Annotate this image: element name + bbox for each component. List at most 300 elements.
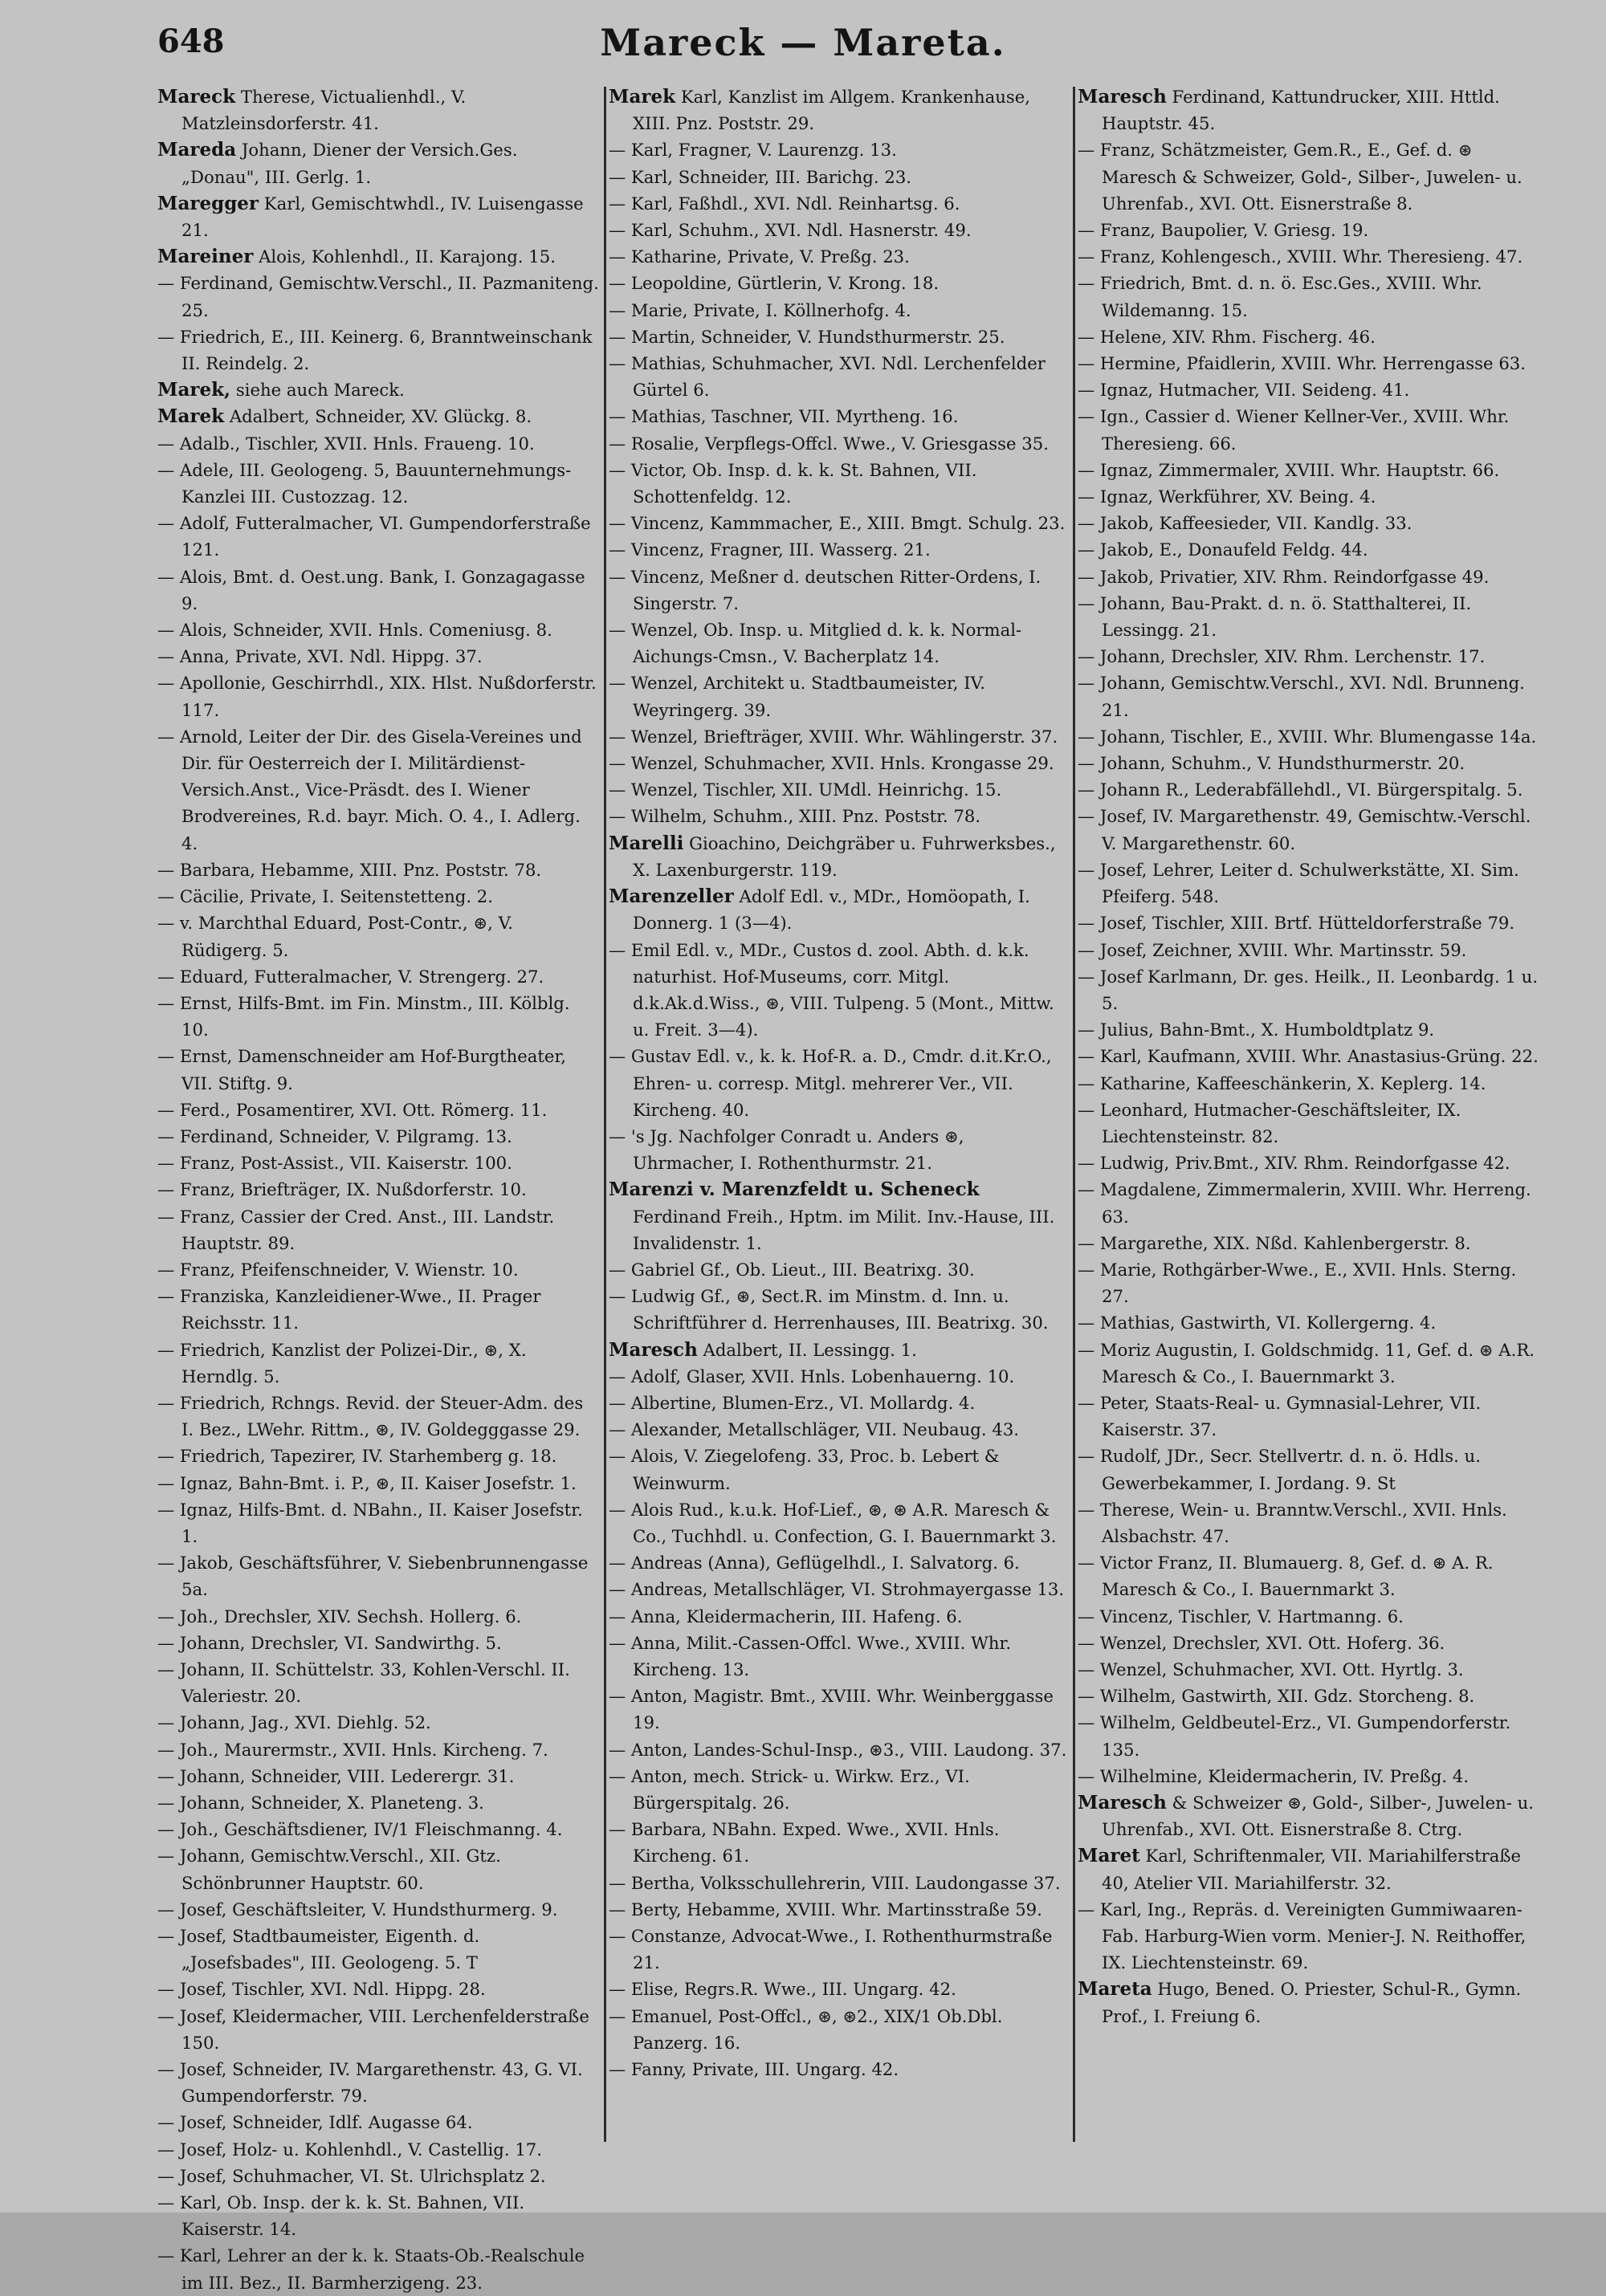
entry-text: — Gustav Edl. v., k. k. Hof-R. a. D., Cmdr. d.it.Kr.O., Ehren- u. corresp. Mitgl. mehrerer Ver., VII. Kircheng. 40.: [609, 1046, 1052, 1120]
directory-entry: [1078, 457, 1547, 483]
entry-text: — Friedrich, Tapezirer, IV. Starhemberg g. 18.: [157, 1446, 557, 1467]
entry-surname: Mareiner: [157, 246, 254, 268]
directory-entry: [1078, 1097, 1547, 1150]
column-divider-2: [1073, 87, 1075, 2142]
directory-entry: [157, 2189, 601, 2242]
entry-text: — Wenzel, Architekt u. Stadtbaumeister, IV. Weyringerg. 39.: [609, 673, 985, 720]
entry-text: — Joh., Geschäftsdiener, IV/1 Fleischmanng. 4.: [157, 1819, 563, 1840]
directory-entry: [1078, 1976, 1547, 2029]
entry-text: — Johann, Schneider, VIII. Lederergr. 31.: [157, 1765, 515, 1786]
directory-entry: [609, 1416, 1071, 1443]
entry-text: — Wenzel, Drechsler, XVI. Ott. Hoferg. 36.: [1078, 1632, 1445, 1653]
entry-text: — Moriz Augustin, I. Goldschmidg. 11, Gef. d. ⊛ A.R. Maresch & Co., I. Bauernmarkt 3.: [1078, 1339, 1535, 1386]
entry-text: — Apollonie, Geschirrhdl., XIX. Hlst. Nußdorferstr. 117.: [157, 673, 597, 720]
entry-text: — Friedrich, Rchngs. Revid. der Steuer-Adm. des I. Bez., LWehr. Rittm., ⊛, IV. Goldegggasse 29.: [157, 1392, 584, 1440]
entry-text: — Jakob, E., Donaufeld Feldg. 44.: [1078, 539, 1368, 560]
entry-surname: Marenzi v. Marenzfeldt u. Scheneck: [609, 1179, 980, 1201]
entry-text: — Johann R., Lederabfällehdl., VI. Bürgerspitalg. 5.: [1078, 780, 1523, 800]
entry-surname: Marek,: [157, 379, 231, 401]
entry-text: — Adele, III. Geologeng. 5, Bauunternehmungs-Kanzlei III. Custozzag. 12.: [157, 459, 572, 507]
directory-entry: [1078, 670, 1547, 723]
directory-entry: [1078, 963, 1547, 1016]
entry-surname: Maresch: [1078, 1792, 1167, 1814]
entry-text: — Vincenz, Meßner d. deutschen Ritter-Ordens, I. Singerstr. 7.: [609, 566, 1041, 613]
directory-entry: [157, 1549, 601, 1602]
directory-entry: [609, 670, 1071, 723]
entry-surname: Maresch: [1078, 86, 1167, 108]
directory-entry: [157, 2003, 601, 2056]
directory-entry: [609, 324, 1071, 350]
entry-text: — Wilhelm, Gastwirth, XII. Gdz. Storcheng. 8.: [1078, 1686, 1475, 1707]
entry-text: — Josef, Holz- u. Kohlenhdl., V. Castellig. 17.: [157, 2139, 543, 2160]
page-number: 648: [157, 22, 225, 60]
entry-text: — Gabriel Gf., Ob. Lieut., III. Beatrixg. 30.: [609, 1259, 975, 1280]
directory-entry: [1078, 750, 1547, 776]
entry-text: — Emil Edl. v., MDr., Custos d. zool. Abth. d. k.k. naturhist. Hof-Museums, corr. Mitgl. d.k.Ak.d.Wiss., ⊛, VIII. Tulpeng. 5 (Mont., Mittw. u. Freit. 3—4).: [609, 939, 1054, 1040]
directory-entry: [1078, 1763, 1547, 1789]
entry-text: — Ferdinand, Gemischtw.Verschl., II. Pazmaniteng. 25.: [157, 273, 599, 320]
entry-text: — Johann, Tischler, E., XVIII. Whr. Blumengasse 14a.: [1078, 726, 1537, 747]
entry-text: — Josef, Lehrer, Leiter d. Schulwerkstätte, XI. Sim. Pfeiferg. 548.: [1078, 859, 1519, 907]
directory-entry: [1078, 83, 1547, 136]
entry-text: — Vincenz, Tischler, V. Hartmanng. 6.: [1078, 1606, 1404, 1626]
directory-entry: [157, 1043, 601, 1096]
entry-text: — Josef, IV. Margarethenstr. 49, Gemischtw.-Verschl. V. Margarethenstr. 60.: [1078, 806, 1531, 853]
entry-text: Alois, Kohlenhdl., II. Karajong. 15.: [259, 246, 556, 267]
directory-entry: [609, 2056, 1071, 2082]
entry-text: — Josef, Schneider, Idlf. Augasse 64.: [157, 2112, 473, 2133]
entry-text: — Anton, mech. Strick- u. Wirkw. Erz., VI. Bürgerspitalg. 26.: [609, 1765, 970, 1813]
directory-entry: [609, 1736, 1071, 1763]
entry-text: Adolf Edl. v., MDr., Homöopath, I. Donnerg. 1 (3—4).: [633, 886, 1030, 934]
entry-surname: Marek: [157, 405, 225, 428]
directory-entry: [609, 457, 1071, 510]
entry-text: — Ignaz, Werkführer, XV. Being. 4.: [1078, 486, 1376, 507]
directory-entry: [1078, 937, 1547, 963]
directory-entry: [609, 617, 1071, 670]
entry-text: — Wenzel, Tischler, XII. UMdl. Heinrichg. 15.: [609, 780, 1002, 800]
directory-entry: [157, 2242, 601, 2295]
entry-text: — Arnold, Leiter der Dir. des Gisela-Vereines und Dir. für Oesterreich der I. Militärdienst-Versich.Anst., Vice-Präsdt. des I. Wiener Brodvereines, R.d. bayr. Mich. O. 4., I. Adlerg. 4.: [157, 726, 582, 853]
directory-entry: [1078, 1683, 1547, 1709]
entry-surname: Mareda: [157, 139, 237, 161]
directory-entry: [157, 430, 601, 457]
directory-entry: [1078, 1043, 1547, 1069]
entry-text: — Marie, Private, I. Köllnerhofg. 4.: [609, 299, 911, 320]
directory-entry: [609, 2003, 1071, 2056]
entry-text: — Mathias, Schuhmacher, XVI. Ndl. Lerchenfelder Gürtel 6.: [609, 353, 1046, 401]
directory-entry: [157, 1709, 601, 1736]
entry-surname: Maregger: [157, 192, 259, 214]
page-header: [0, 0, 1606, 83]
directory-entry: [157, 1256, 601, 1283]
entry-text: — Victor Franz, II. Blumauerg. 8, Gef. d. ⊛ A. R. Maresch & Co., I. Bauernmarkt 3.: [1078, 1553, 1494, 1600]
directory-entry: [1078, 1176, 1547, 1229]
entry-text: — Leopoldine, Gürtlerin, V. Krong. 18.: [609, 273, 940, 294]
directory-entry: [609, 1496, 1071, 1549]
entry-text: — Ernst, Damenschneider am Hof-Burgtheater, VII. Stiftg. 9.: [157, 1046, 566, 1093]
directory-entry: [609, 164, 1071, 190]
entry-text: — Johann, Jag., XVI. Diehlg. 52.: [157, 1712, 431, 1733]
directory-entry: [1078, 1309, 1547, 1336]
entry-text: — Karl, Schneider, III. Barichg. 23.: [609, 166, 912, 187]
entry-surname: Mareck: [157, 86, 236, 108]
entry-text: — Joh., Drechsler, XIV. Sechsh. Hollerg. 6.: [157, 1606, 522, 1626]
directory-entry: [1078, 1656, 1547, 1683]
entry-surname: Marek: [609, 86, 676, 108]
directory-entry: [157, 1283, 601, 1336]
running-title: Mareck — Mareta.: [600, 21, 1006, 64]
directory-entry: [157, 1789, 601, 1816]
directory-entry: [1078, 136, 1547, 217]
directory-entry: [609, 883, 1071, 936]
directory-entry: [157, 324, 601, 377]
entry-text: — Johann, II. Schüttelstr. 33, Kohlen-Verschl. II. Valeriestr. 20.: [157, 1659, 570, 1707]
entry-text: — Cäcilie, Private, I. Seitenstetteng. 2.: [157, 886, 494, 907]
directory-entry: [157, 963, 601, 990]
directory-entry: [1078, 1603, 1547, 1630]
entry-text: — Jakob, Geschäftsführer, V. Siebenbrunnengasse 5a.: [157, 1553, 589, 1600]
directory-entry: [157, 1390, 601, 1443]
entry-text: — Franz, Baupolier, V. Griesg. 19.: [1078, 220, 1369, 241]
directory-entry: [1078, 1630, 1547, 1656]
directory-entry: [157, 270, 601, 323]
directory-entry: [157, 1470, 601, 1496]
directory-entry: [1078, 776, 1547, 803]
directory-entry: [1078, 1549, 1547, 1602]
entry-text: — Therese, Wein- u. Branntw.Verschl., XVII. Hnls. Alsbachstr. 47.: [1078, 1499, 1507, 1546]
directory-entry: [1078, 243, 1547, 270]
directory-entry: [609, 1043, 1071, 1123]
directory-entry: [1078, 803, 1547, 856]
entry-text: — Barbara, NBahn. Exped. Wwe., XVII. Hnls. Kircheng. 61.: [609, 1819, 1000, 1867]
directory-entry: [1078, 564, 1547, 590]
directory-entry: [157, 2056, 601, 2109]
entry-text: — Ludwig, Priv.Bmt., XIV. Rhm. Reindorfgasse 42.: [1078, 1153, 1510, 1174]
directory-entry: [609, 1337, 1071, 1363]
entry-text: — Johann, Drechsler, VI. Sandwirthg. 5.: [157, 1632, 502, 1653]
entry-surname: Maresch: [609, 1338, 698, 1361]
directory-entry: [609, 403, 1071, 429]
entry-text: — Andreas, Metallschläger, VI. Strohmayergasse 13.: [609, 1579, 1065, 1600]
entry-text: — Josef, Stadtbaumeister, Eigenth. d. „Josefsbades", III. Geologeng. 5. T: [157, 1926, 480, 1973]
entry-text: — Johann, Drechsler, XIV. Rhm. Lerchenstr. 17.: [1078, 646, 1486, 667]
entry-text: — Martin, Schneider, V. Hundsthurmerstr. 25.: [609, 326, 1005, 347]
directory-entry: [1078, 1070, 1547, 1097]
entry-text: — Franz, Post-Assist., VII. Kaiserstr. 100.: [157, 1153, 512, 1174]
directory-entry: [609, 297, 1071, 324]
directory-entry: [157, 1630, 601, 1656]
directory-entry: [609, 1123, 1071, 1176]
directory-entry: [609, 190, 1071, 217]
entry-text: — Franz, Kohlengesch., XVIII. Whr. Theresieng. 47.: [1078, 246, 1523, 267]
entry-text: Ferdinand Freih., Hptm. im Milit. Inv.-Hause, III. Invalidenstr. 1.: [633, 1206, 1055, 1253]
directory-entry: [1078, 590, 1547, 643]
entry-text: — Ign., Cassier d. Wiener Kellner-Ver., XVIII. Whr. Theresieng. 66.: [1078, 406, 1510, 454]
entry-text: — Alois, Bmt. d. Oest.ung. Bank, I. Gonzagagasse 9.: [157, 566, 585, 613]
entry-text: — Anna, Milit.-Cassen-Offcl. Wwe., XVIII. Whr. Kircheng. 13.: [609, 1632, 1012, 1679]
directory-entry: [157, 2109, 601, 2135]
entry-text: — Ignaz, Bahn-Bmt. i. P., ⊛, II. Kaiser Josefstr. 1.: [157, 1472, 577, 1493]
entry-text: — Katharine, Private, V. Preßg. 23.: [609, 246, 910, 267]
directory-entry: [157, 1842, 601, 1895]
entry-text: — Karl, Schuhm., XVI. Ndl. Hasnerstr. 49.: [609, 220, 972, 241]
entry-text: — Adalb., Tischler, XVII. Hnls. Fraueng. 10.: [157, 433, 535, 454]
directory-entry: [157, 857, 601, 883]
directory-entry: [609, 1390, 1071, 1416]
entry-text: — Ignaz, Hutmacher, VII. Seideng. 41.: [1078, 380, 1410, 401]
directory-entry: [157, 457, 601, 510]
directory-entry: [157, 243, 601, 270]
directory-entry: [157, 1443, 601, 1469]
directory-entry: [1078, 377, 1547, 403]
entry-text: — Johann, Bau-Prakt. d. n. ö. Statthalterei, II. Lessingg. 21.: [1078, 592, 1472, 641]
directory-entry: [157, 2163, 601, 2189]
entry-text: — Victor, Ob. Insp. d. k. k. St. Bahnen, VII. Schottenfeldg. 12.: [609, 459, 977, 507]
entry-text: — Johann, Schneider, X. Planeteng. 3.: [157, 1793, 484, 1813]
directory-entry: [157, 1736, 601, 1763]
directory-entry: [1078, 483, 1547, 510]
directory-entry: [157, 1337, 601, 1390]
entry-text: — Marie, Rothgärber-Wwe., E., XVII. Hnls. Sterng. 27.: [1078, 1259, 1517, 1307]
directory-entry: [1078, 910, 1547, 936]
directory-entry: [157, 1923, 601, 1976]
entry-text: Ferdinand, Kattundrucker, XIII. Httld. Hauptstr. 45.: [1102, 87, 1500, 134]
directory-entry: [609, 1923, 1071, 1976]
directory-entry: [609, 1683, 1071, 1736]
directory-entry: [609, 243, 1071, 270]
entry-text: — Anton, Landes-Schul-Insp., ⊛3., VIII. Laudong. 37.: [609, 1739, 1067, 1760]
entry-text: — Wilhelmine, Kleidermacherin, IV. Preßg. 4.: [1078, 1765, 1469, 1786]
entry-text: — Wenzel, Schuhmacher, XVII. Hnls. Krongasse 29.: [609, 753, 1054, 774]
entry-text: — Mathias, Taschner, VII. Myrtheng. 16.: [609, 406, 959, 427]
entry-text: — Johann, Gemischtw.Verschl., XII. Gtz. Schönbrunner Hauptstr. 60.: [157, 1846, 501, 1893]
entry-text: — Helene, XIV. Rhm. Fischerg. 46.: [1078, 326, 1376, 347]
entry-text: — Johann, Schuhm., V. Hundsthurmerstr. 20.: [1078, 753, 1465, 774]
entry-text: — Berty, Hebamme, XVIII. Whr. Martinsstraße 59.: [609, 1899, 1042, 1919]
entry-text: Hugo, Bened. O. Priester, Schul-R., Gymn. Prof., I. Freiung 6.: [1102, 1979, 1522, 2026]
directory-entry: [157, 190, 601, 243]
directory-entry: [609, 776, 1071, 803]
directory-entry: [157, 403, 601, 429]
directory-entry: [609, 803, 1071, 829]
directory-entry: [157, 136, 601, 189]
directory-entry: [609, 217, 1071, 243]
directory-entry: [609, 270, 1071, 296]
entry-text: — Josef, Tischler, XIII. Brtf. Hütteldorferstraße 79.: [1078, 913, 1515, 934]
entry-text: — Elise, Regrs.R. Wwe., III. Ungarg. 42.: [609, 1979, 956, 2000]
entry-text: — Friedrich, Bmt. d. n. ö. Esc.Ges., XVIII. Whr. Wildemanng. 15.: [1078, 273, 1482, 320]
entry-text: — Franz, Pfeifenschneider, V. Wienstr. 10.: [157, 1259, 519, 1280]
directory-entry: [157, 1763, 601, 1789]
entry-text: — Anna, Kleidermacherin, III. Hafeng. 6.: [609, 1606, 963, 1626]
entry-text: — Andreas (Anna), Geflügelhdl., I. Salvatorg. 6.: [609, 1553, 1020, 1573]
entry-text: — Josef, Kleidermacher, VIII. Lerchenfelderstraße 150.: [157, 2005, 589, 2053]
directory-entry: [1078, 1390, 1547, 1443]
entry-text: — Rosalie, Verpflegs-Offcl. Wwe., V. Griesgasse 35.: [609, 433, 1049, 454]
entry-text: — Anna, Private, XVI. Ndl. Hippg. 37.: [157, 646, 483, 667]
entry-text: Johann, Diener der Versich.Ges. „Donau", III. Gerlg. 1.: [181, 140, 518, 187]
directory-entry: [1078, 1709, 1547, 1762]
directory-entry: [157, 1150, 601, 1176]
directory-entry: [1078, 643, 1547, 670]
directory-entry: [157, 1203, 601, 1256]
directory-entry: [609, 1896, 1071, 1923]
entry-text: — Josef, Zeichner, XVIII. Whr. Martinsstr. 59.: [1078, 939, 1467, 960]
column-2: [609, 83, 1071, 2139]
entry-text: — Jakob, Kaffeesieder, VII. Kandlg. 33.: [1078, 513, 1412, 534]
directory-entry: [609, 1256, 1071, 1283]
directory-entry: [1078, 403, 1547, 456]
directory-entry: [157, 564, 601, 617]
entry-text: — Ferd., Posamentirer, XVI. Ott. Römerg. 11.: [157, 1099, 548, 1120]
directory-entry: [1078, 1842, 1547, 1895]
directory-entry: [609, 750, 1071, 776]
entry-text: — Mathias, Gastwirth, VI. Kollergerng. 4.: [1078, 1313, 1437, 1333]
directory-entry: [157, 2136, 601, 2163]
directory-entry: [609, 430, 1071, 457]
entry-text: — Alexander, Metallschläger, VII. Neubaug. 43.: [609, 1419, 1020, 1440]
entry-text: — Wenzel, Ob. Insp. u. Mitglied d. k. k. Normal-Aichungs-Cmsn., V. Bacherplatz 14.: [609, 620, 1022, 667]
directory-entry: [609, 536, 1071, 563]
entry-text: — Peter, Staats-Real- u. Gymnasial-Lehrer, VII. Kaiserstr. 37.: [1078, 1392, 1482, 1440]
directory-entry: [157, 1603, 601, 1630]
directory-entry: [157, 617, 601, 643]
entry-text: — Wenzel, Briefträger, XVIII. Whr. Wählingerstr. 37.: [609, 726, 1058, 747]
directory-entry: [1078, 723, 1547, 750]
entry-text: — Adolf, Glaser, XVII. Hnls. Lobenhauerng. 10.: [609, 1366, 1015, 1386]
directory-entry: [157, 1176, 601, 1203]
entry-text: — Vincenz, Kammmacher, E., XIII. Bmgt. Schulg. 23.: [609, 513, 1066, 534]
entry-text: — Fanny, Private, III. Ungarg. 42.: [609, 2059, 899, 2080]
directory-entry: [609, 1630, 1071, 1683]
entry-text: Therese, Victualienhdl., V. Matzleinsdorferstr. 41.: [181, 87, 467, 134]
directory-entry: [1078, 270, 1547, 323]
entry-text: — Constanze, Advocat-Wwe., I. Rothenthurmstraße 21.: [609, 1926, 1053, 1973]
directory-entry: [1078, 510, 1547, 536]
directory-entry: [609, 937, 1071, 1044]
entry-text: — Barbara, Hebamme, XIII. Pnz. Poststr. 78.: [157, 859, 542, 880]
entry-text: — Karl, Kaufmann, XVIII. Whr. Anastasius-Grüng. 22.: [1078, 1046, 1539, 1067]
directory-entry: [1078, 1496, 1547, 1549]
entry-text: — Josef, Geschäftsleiter, V. Hundsthurmerg. 9.: [157, 1899, 558, 1919]
entry-text: — Ernst, Hilfs-Bmt. im Fin. Minstm., III. Kölblg. 10.: [157, 992, 570, 1040]
directory-entry: [609, 136, 1071, 163]
entry-text: Karl, Gemischtwhdl., IV. Luisengasse 21.: [181, 193, 584, 241]
directory-entry: [1078, 1789, 1547, 1842]
entry-text: — Rudolf, JDr., Secr. Stellvertr. d. n. ö. Hdls. u. Gewerbekammer, I. Jordang. 9. St: [1078, 1446, 1481, 1493]
directory-entry: [157, 510, 601, 563]
entry-text: — Alois, V. Ziegelofeng. 33, Proc. b. Lebert & Weinwurm.: [609, 1446, 1000, 1493]
directory-entry: [1078, 1230, 1547, 1256]
directory-entry: [157, 670, 601, 723]
entry-text: — Bertha, Volksschullehrerin, VIII. Laudongasse 37.: [609, 1872, 1061, 1893]
directory-entry: [1078, 217, 1547, 243]
entry-text: — Johann, Gemischtw.Verschl., XVI. Ndl. Brunneng. 21.: [1078, 673, 1525, 720]
entry-text: — Vincenz, Fragner, III. Wasserg. 21.: [609, 539, 931, 560]
column-1: [157, 83, 601, 2293]
directory-entry: [609, 83, 1071, 136]
directory-entry: [609, 1763, 1071, 1816]
directory-entry: [1078, 1443, 1547, 1496]
entry-text: — Hermine, Pfaidlerin, XVIII. Whr. Herrengasse 63.: [1078, 353, 1527, 374]
entry-text: — Karl, Ob. Insp. der k. k. St. Bahnen, VII. Kaiserstr. 14.: [157, 2192, 525, 2240]
directory-entry: [157, 1816, 601, 1842]
directory-entry: [157, 1976, 601, 2002]
entry-text: — Albertine, Blumen-Erz., VI. Mollardg. 4.: [609, 1392, 976, 1413]
directory-entry: [609, 564, 1071, 617]
directory-entry: [1078, 536, 1547, 563]
entry-text: — Ludwig Gf., ⊛, Sect.R. im Minstm. d. Inn. u. Schriftführer d. Herrenhauses, III. Beatrixg. 30.: [609, 1286, 1049, 1333]
directory-entry: [157, 723, 601, 857]
entry-text: — Wenzel, Schuhmacher, XVI. Ott. Hyrtlg. 3.: [1078, 1659, 1464, 1679]
entry-text: — Eduard, Futteralmacher, V. Strengerg. 27.: [157, 966, 544, 987]
directory-entry: [609, 723, 1071, 750]
entry-text: — Franziska, Kanzleidiener-Wwe., II. Prager Reichsstr. 11.: [157, 1286, 541, 1333]
entry-text: — Ignaz, Zimmermaler, XVIII. Whr. Hauptstr. 66.: [1078, 459, 1500, 480]
entry-text: — Wilhelm, Geldbeutel-Erz., VI. Gumpendorferstr. 135.: [1078, 1712, 1511, 1760]
entry-text: — Friedrich, E., III. Keinerg. 6, Branntweinschank II. Reindelg. 2.: [157, 326, 593, 374]
entry-text: Karl, Schriftenmaler, VII. Mariahilferstraße 40, Atelier VII. Mariahilferstr. 32.: [1102, 1846, 1522, 1893]
entry-text: — Magdalene, Zimmermalerin, XVIII. Whr. Herreng. 63.: [1078, 1179, 1531, 1227]
entry-text: — Josef Karlmann, Dr. ges. Heilk., II. Leonbardg. 1 u. 5.: [1078, 966, 1539, 1013]
entry-text: — Margarethe, XIX. Nßd. Kahlenbergerstr. 8.: [1078, 1232, 1471, 1253]
directory-entry: [609, 510, 1071, 536]
directory-entry: [609, 830, 1071, 883]
entry-text: — Friedrich, Kanzlist der Polizei-Dir., ⊛, X. Herndlg. 5.: [157, 1339, 527, 1386]
column-divider-1: [604, 87, 606, 2142]
directory-entry: [1078, 857, 1547, 910]
entry-text: Karl, Kanzlist im Allgem. Krankenhause, XIII. Pnz. Poststr. 29.: [633, 87, 1031, 134]
entry-text: — Josef, Tischler, XVI. Ndl. Hippg. 28.: [157, 1979, 486, 2000]
directory-entry: [609, 1549, 1071, 1576]
directory-entry: [1078, 1896, 1547, 1976]
directory-entry: [157, 83, 601, 136]
entry-text: — Jakob, Privatier, XIV. Rhm. Reindorfgasse 49.: [1078, 566, 1490, 587]
entry-surname: Maret: [1078, 1845, 1140, 1867]
entry-text: — Franz, Schätzmeister, Gem.R., E., Gef. d. ⊛ Maresch & Schweizer, Gold-, Silber-, Juwelen- u. Uhrenfab., XVI. Ott. Eisnerstraße 8.: [1078, 140, 1522, 214]
entry-text: — Alois, Schneider, XVII. Hnls. Comeniusg. 8.: [157, 620, 552, 641]
entry-text: — Josef, Schuhmacher, VI. St. Ulrichsplatz 2.: [157, 2165, 546, 2186]
directory-entry: [157, 1656, 601, 1709]
entry-text: — Franz, Cassier der Cred. Anst., III. Landstr. Hauptstr. 89.: [157, 1206, 555, 1253]
entry-text: — Emanuel, Post-Offcl., ⊛, ⊛2., XIX/1 Ob.Dbl. Panzerg. 16.: [609, 2005, 1003, 2053]
entry-surname: Mareta: [1078, 1978, 1152, 2001]
entry-text: — Joh., Maurermstr., XVII. Hnls. Kircheng. 7.: [157, 1739, 548, 1760]
directory-entry: [157, 1496, 601, 1549]
directory-entry: [609, 1176, 1071, 1256]
entry-text: Adalbert, II. Lessingg. 1.: [703, 1339, 917, 1360]
entry-text: — Leonhard, Hutmacher-Geschäftsleiter, IX. Liechtensteinstr. 82.: [1078, 1099, 1461, 1146]
entry-surname: Marenzeller: [609, 885, 734, 908]
entry-text: — Adolf, Futteralmacher, VI. Gumpendorferstraße 121.: [157, 513, 591, 560]
directory-entry: [157, 883, 601, 910]
entry-text: — Anton, Magistr. Bmt., XVIII. Whr. Weinberggasse 19.: [609, 1686, 1054, 1733]
column-3: [1078, 83, 1547, 2139]
directory-entry: [609, 1603, 1071, 1630]
directory-entry: [157, 643, 601, 670]
entry-text: — Julius, Bahn-Bmt., X. Humboldtplatz 9.: [1078, 1020, 1435, 1040]
directory-entry: [157, 1123, 601, 1150]
entry-text: — Franz, Briefträger, IX. Nußdorferstr. 10.: [157, 1179, 527, 1200]
directory-entry: [1078, 1016, 1547, 1043]
directory-entry: [157, 910, 601, 963]
directory-entry: [609, 1816, 1071, 1869]
directory-entry: [1078, 1337, 1547, 1390]
entry-text: — Karl, Lehrer an der k. k. Staats-Ob.-Realschule im III. Bez., II. Barmherzigeng. 23.: [157, 2245, 585, 2293]
directory-entry: [157, 990, 601, 1043]
entry-text: — Josef, Schneider, IV. Margarethenstr. 43, G. VI. Gumpendorferstr. 79.: [157, 2059, 583, 2107]
